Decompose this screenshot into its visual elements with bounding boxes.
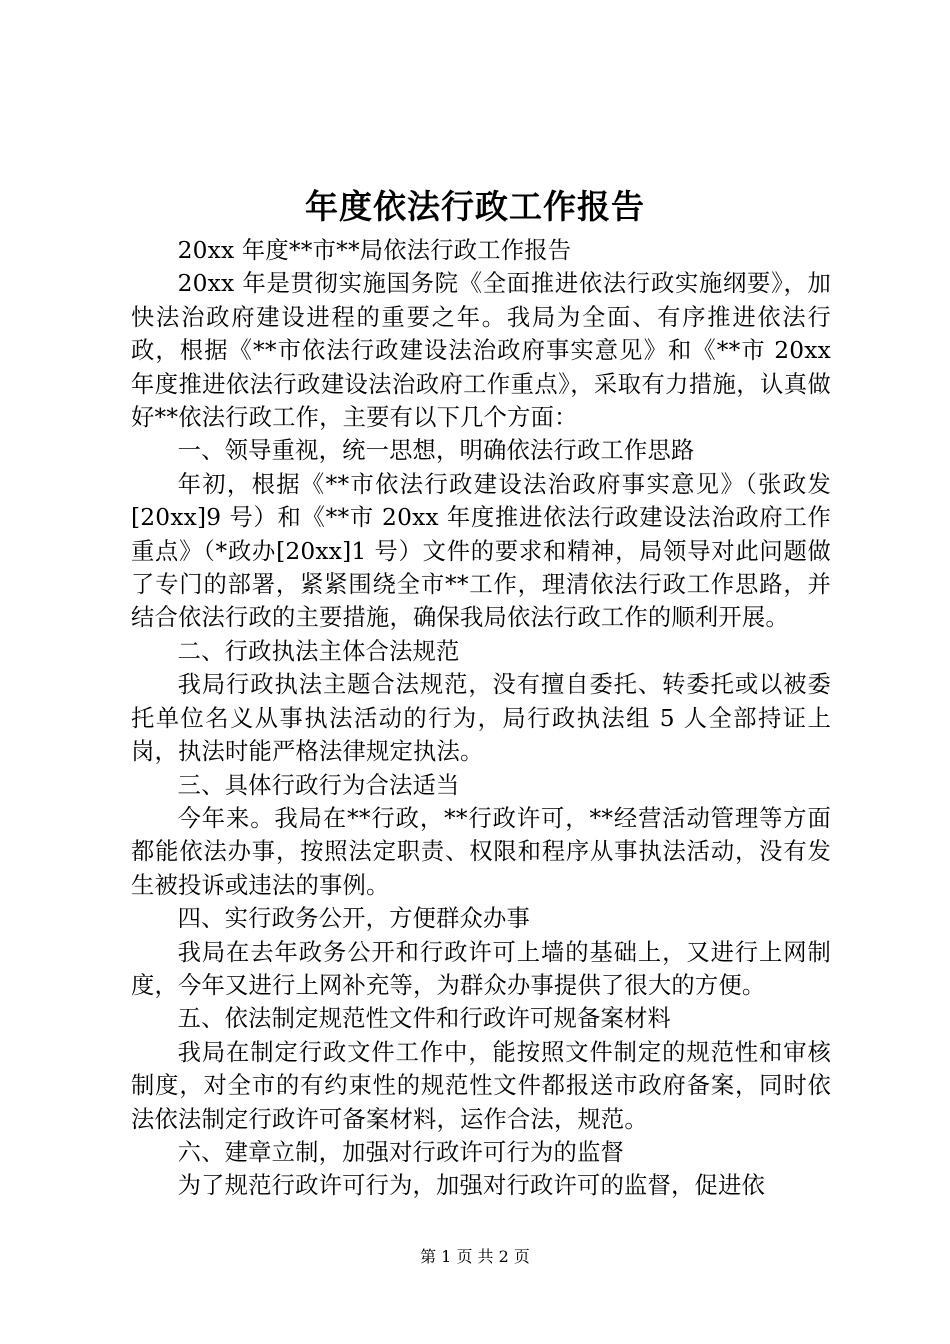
document-body <box>131 234 831 1203</box>
paragraph-section-3: 今年来。我局在**行政，**行政许可，**经营活动管理等方面都能依法办事，按照法定职责、权限和程序从事执法活动，没有发生被投诉或违法的事例。 <box>131 804 831 899</box>
document-title: 年度依法行政工作报告 <box>305 187 645 226</box>
section-heading-1: 一、领导重视，统一思想，明确依法行政工作思路 <box>177 437 695 465</box>
page-footer: 第 1 页 共 2 页 <box>420 1247 530 1266</box>
paragraph-intro: 20xx 年是贯彻实施国务院《全面推进依法行政实施纲要》，加快法治政府建设进程的重要之年。我局为全面、有序推进依法行政，根据《**市依法行政建设法治政府事实意见》和《**市 20xx 年度推进依法行政建设法治政府工作重点》，采取有力措施，认真做好**依法行政工作，主要有以下几个方面： <box>131 270 831 432</box>
paragraph-subtitle: 20xx 年度**市**局依法行政工作报告 <box>177 237 572 264</box>
section-heading-5: 五、依法制定规范性文件和行政许可规备案材料 <box>177 1005 672 1033</box>
paragraph-section-1: 年初，根据《**市依法行政建设法治政府事实意见》（张政发[20xx]9 号）和《**市 20xx 年度推进依法行政建设法治政府工作重点》（*政办[20xx]1 号）文件的要求和精神，局领导对此问题做了专门的部署，紧紧围绕全市**工作，理清依法行政工作思路，并结合依法行政的主要措施，确保我局依法行政工作的顺利开展。 <box>131 470 831 632</box>
paragraph-section-4: 我局在去年政务公开和行政许可上墙的基础上，又进行上网制度，今年又进行上网补充等，为群众办事提供了很大的方便。 <box>131 938 831 999</box>
paragraph-section-5: 我局在制定行政文件工作中，能按照文件制定的规范性和审核制度，对全市的有约束性的规范性文件都报送市政府备案，同时依法依法制定行政许可备案材料，运作合法，规范。 <box>131 1038 831 1133</box>
paragraph-section-2: 我局行政执法主题合法规范，没有擅自委托、转委托或以被委托单位名义从事执法活动的行为，局行政执法组 5 人全部持证上岗，执法时能严格法律规定执法。 <box>131 671 831 766</box>
section-heading-4: 四、实行政务公开，方便群众办事 <box>177 905 531 933</box>
section-heading-3: 三、具体行政行为合法适当 <box>177 771 460 799</box>
section-heading-2: 二、行政执法主体合法规范 <box>177 637 460 665</box>
section-heading-6: 六、建章立制，加强对行政许可行为的监督 <box>177 1138 625 1166</box>
paragraph-section-6: 为了规范行政许可行为，加强对行政许可的监督，促进依 <box>177 1172 766 1200</box>
